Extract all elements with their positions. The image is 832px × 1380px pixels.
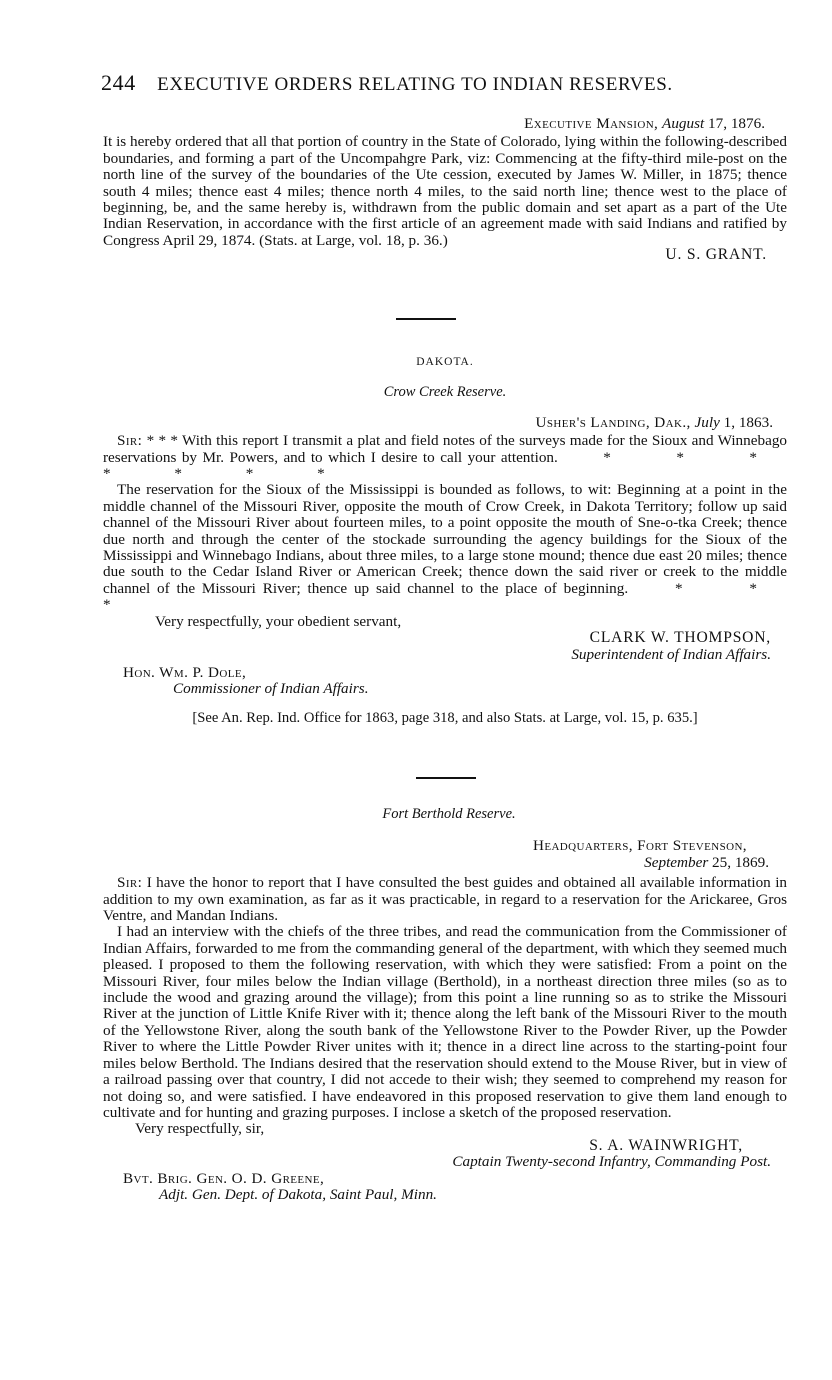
letter-paragraph-1: Sir: I have the honor to report that I have consulted the best guides and obtained all available information in addition to my own examination, as far as it was practicable, in regard to a reservation for the Arickaree, Gros Ventre, and Mandan Indians. bbox=[103, 874, 788, 925]
dakota-section bbox=[103, 354, 787, 726]
berthold-section bbox=[103, 806, 787, 1203]
running-title: EXECUTIVE ORDERS RELATING TO INDIAN RESERVES. bbox=[157, 74, 673, 95]
letter-closing: Very respectfully, sir, bbox=[135, 1120, 265, 1138]
order-dateline: Executive Mansion, August 17, 1876. bbox=[524, 115, 765, 132]
order-body: It is hereby ordered that all that portion of country in the State of Colorado, lying within the following-described boundaries, and forming a part of the Uncompahgre Park, viz: Commencing at the fifty-third mile-post on the north line of the survey of the boundaries of the Ute cession, executed by James W. Miller, in 1875; thence south 4 miles; thence east 4 miles; thence north 4 miles, to the said north line; thence west to the place of beginning, be, and the same hereby is, withdrawn from the public domain and set apart as a part of the Ute Indian Reservation, in accordance with the first article of an agreement made with said Indians and ratified by Congress April 29, 1874. (Stats. at Large, vol. 18, p. 36.) bbox=[103, 133, 787, 249]
letter-dateline: Usher's Landing, Dak., July 1, 1863. bbox=[535, 413, 773, 431]
section-divider bbox=[396, 318, 456, 320]
letter-paragraph-2: I had an interview with the chiefs of the three tribes, and read the communication from the Commissioner of Indian Affairs, forwarded to me from the commanding general of the department, with which they seemed much pleased. I proposed to them the following reservation, with which they were satisfied: From a point on the Missouri River, four miles below the Indian village (Berthold), in a northeast direction three miles (so as to include the wood and grazing around the village); from this point a line running so as to strike the Missouri River at the junction of Little Knife River with it; thence along the left bank of the Missouri River to the mouth of the Yellowstone River, along the south bank of the Yellowstone River to the Powder River, up the Powder River to where the Little Powder River unites with it; thence in a direct line across to the starting-point four miles below Berthold. The Indians desired that the reservation should extend to the Mouse River, but in view of a railroad passing over that country, I did not accede to their wish; they seemed to comprehend my reason for not doing so, and were satisfied. I have endeavored in this proposed reservation to give them land enough to cultivate and for hunting and grazing purposes. I inclose a sketch of the proposed reservation. bbox=[103, 923, 787, 1121]
executive-order-1876 bbox=[103, 116, 787, 264]
addressee-title: Commissioner of Indian Affairs. bbox=[173, 680, 369, 698]
reference-note: [See An. Rep. Ind. Office for 1863, page 318, and also Stats. at Large, vol. 15, p. 635.] bbox=[192, 709, 698, 726]
letter-paragraph-2: The reservation for the Sioux of the Mississippi is bounded as follows, to wit: Beginning at a point in the middle channel of the Missouri River, opposite the mouth of Crow Creek, in Dakota Territory; follow up said channel of the Missouri River about fourteen miles, to a point opposite the mouth of Sne-o-tka Creek; thence due north and through the center of the stockade surrounding the agency buildings for the Sioux of the Mississippi and Winnebago Indians, about three miles, to a large stone mound; thence due east 20 miles; thence due south to the Cedar Island River or American Creek; thence down the said river or creek to the middle channel of the Missouri River; thence up said channel to the place of beginning. * * * bbox=[103, 481, 788, 614]
page-header bbox=[101, 70, 761, 96]
addressee: Hon. Wm. P. Dole, bbox=[123, 663, 247, 681]
signature-title: Captain Twenty-second Infantry, Commanding Post. bbox=[452, 1153, 771, 1171]
letter-paragraph-1: Sir: * * * With this report I transmit a plat and field notes of the surveys made for the Sioux and Winnebago reservations by Mr. Powers, and to which I desire to call your attention. * * * * * * * bbox=[103, 432, 788, 483]
addressee-title: Adjt. Gen. Dept. of Dakota, Saint Paul, Minn. bbox=[159, 1185, 437, 1203]
signature-title: Superintendent of Indian Affairs. bbox=[571, 645, 771, 663]
addressee: Bvt. Brig. Gen. O. D. Greene, bbox=[123, 1169, 325, 1187]
reserve-title: Crow Creek Reserve. bbox=[383, 384, 507, 401]
letter-signature: CLARK W. THOMPSON, bbox=[589, 629, 771, 647]
section-divider-2 bbox=[416, 777, 476, 779]
letter-dateline: Headquarters, Fort Stevenson, bbox=[532, 837, 747, 855]
letter-signature: S. A. WAINWRIGHT, bbox=[589, 1136, 743, 1154]
order-signature: U. S. GRANT. bbox=[665, 246, 767, 264]
page-number: 244 bbox=[101, 70, 136, 95]
letter-date: September 25, 1869. bbox=[644, 853, 769, 871]
letter-closing: Very respectfully, your obedient servant, bbox=[155, 612, 402, 630]
reserve-title: Fort Berthold Reserve. bbox=[382, 806, 516, 822]
section-title: DAKOTA. bbox=[416, 356, 474, 368]
